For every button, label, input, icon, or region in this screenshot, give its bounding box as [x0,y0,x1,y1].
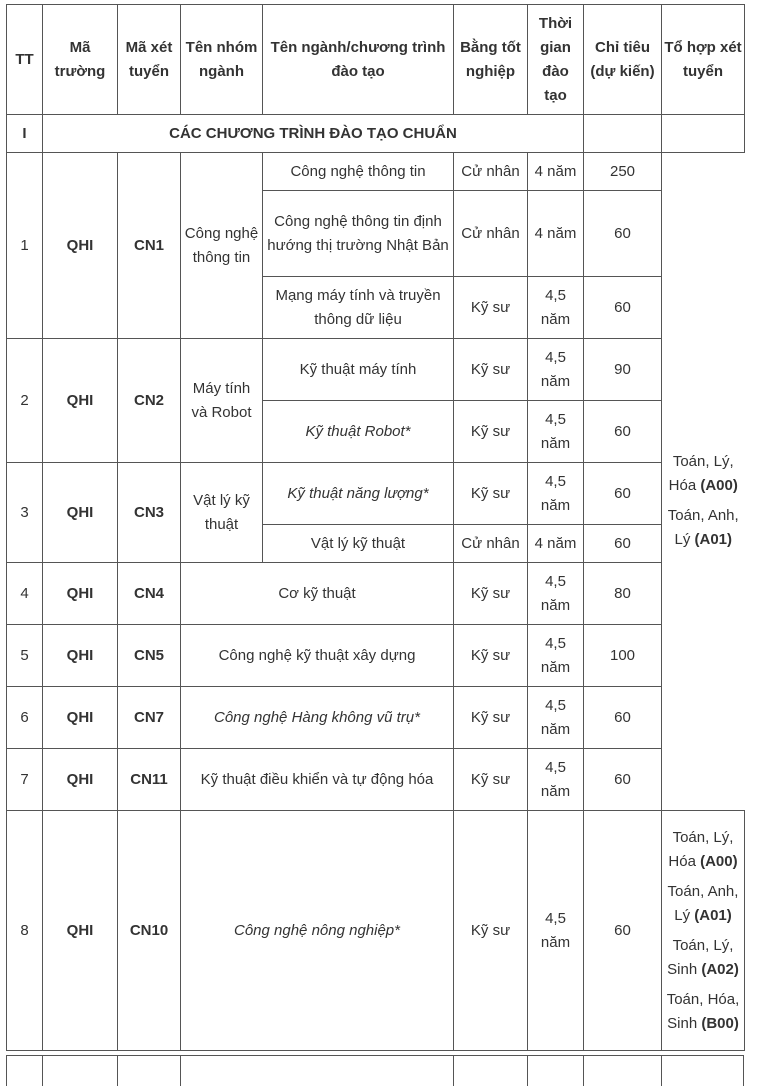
cell-program: Vật lý kỹ thuật [263,525,454,563]
cell-quota: 100 [584,625,662,687]
section-id: I [7,115,43,153]
table-row [7,625,745,687]
cell-degree: Kỹ sư [454,687,528,749]
cell-tt: 1 [7,153,43,339]
cell-quota: 60 [584,277,662,339]
header-tt: TT [7,5,43,115]
cell-group: Vật lý kỹ thuật [181,463,263,563]
cell-code: CN5 [118,625,181,687]
combo-subjects: Toán, Lý, Hóa [668,452,734,494]
cell-quota: 250 [584,153,662,191]
header-row [7,5,745,115]
cell-quota: 60 [584,525,662,563]
table-row [7,153,745,191]
cell-group: Công nghệ thông tin [181,153,263,339]
combo-subjects: Toán, Anh, Lý [667,506,739,548]
cell-tt: 5 [7,625,43,687]
combo-item [664,826,742,874]
cell-degree: Kỹ sư [454,339,528,401]
cell-degree: Kỹ sư [454,401,528,463]
table-row [7,563,745,625]
cell-quota: 60 [584,463,662,525]
table-row [7,749,745,811]
cell-tt: 8 [7,811,43,1051]
cell-group: Máy tính và Robot [181,339,263,463]
cell-quota: 90 [584,339,662,401]
cell-code: CN2 [118,339,181,463]
cell-program: Công nghệ nông nghiệp* [181,811,454,1051]
section-empty [584,115,662,153]
combo-item [664,504,743,552]
header-bang-tot-nghiep: Bằng tốt nghiệp [454,5,528,115]
header-thoi-gian: Thời gian đào tạo [528,5,584,115]
combo-subjects: Toán, Lý, Sinh [667,936,734,978]
cell-tt: 3 [7,463,43,563]
cell-duration: 4,5 năm [528,277,584,339]
cell-quota: 60 [584,687,662,749]
table-row [7,339,745,401]
cell-school: QHI [43,687,118,749]
combo-subjects: Toán, Lý, Hóa [668,828,734,870]
cell-tt: 7 [7,749,43,811]
cell-duration: 4 năm [528,525,584,563]
cell-duration: 4,5 năm [528,625,584,687]
cell-duration: 4 năm [528,191,584,277]
cell-combos-group2 [662,811,745,1051]
cell-program: Kỹ thuật năng lượng* [263,463,454,525]
combo-empty [662,749,745,811]
table-row [7,463,745,525]
cell-tt: 4 [7,563,43,625]
cell-program: Công nghệ thông tin định hướng thị trường Nhật Bản [263,191,454,277]
cell-school: QHI [43,463,118,563]
combo-code: (A00) [700,476,738,494]
cell-duration: 4,5 năm [528,811,584,1051]
section-empty [662,115,745,153]
cell-degree: Kỹ sư [454,749,528,811]
cell-school: QHI [43,563,118,625]
cell-degree: Kỹ sư [454,563,528,625]
combo-subjects: Toán, Hóa, Sinh [666,990,740,1032]
section-title: CÁC CHƯƠNG TRÌNH ĐÀO TẠO CHUẨN [43,115,584,153]
header-to-hop: Tổ hợp xét tuyển [662,5,745,115]
cell-school: QHI [43,811,118,1051]
cell-duration: 4,5 năm [528,339,584,401]
cell-duration: 4,5 năm [528,687,584,749]
cell-degree: Cử nhân [454,153,528,191]
cell-degree: Cử nhân [454,525,528,563]
combo-code: (B00) [701,1014,739,1032]
cell-duration: 4 năm [528,153,584,191]
cell-school: QHI [43,749,118,811]
cell-program: Mạng máy tính và truyền thông dữ liệu [263,277,454,339]
combo-item [664,988,742,1036]
combo-code: (A01) [694,530,733,548]
table-row [7,687,745,749]
cell-tt: 2 [7,339,43,463]
combo-code: (A00) [700,852,738,870]
cell-quota: 80 [584,563,662,625]
cell-code: CN7 [118,687,181,749]
cell-program: Công nghệ thông tin [263,153,454,191]
combo-code: (A01) [694,906,732,924]
header-ten-nganh: Tên ngành/chương trình đào tạo [263,5,454,115]
cell-program: Công nghệ kỹ thuật xây dựng [181,625,454,687]
cell-program: Kỹ thuật máy tính [263,339,454,401]
combo-item [664,450,743,498]
cell-degree: Kỹ sư [454,463,528,525]
cell-quota: 60 [584,749,662,811]
cell-duration: 4,5 năm [528,749,584,811]
cell-duration: 4,5 năm [528,563,584,625]
cell-code: CN11 [118,749,181,811]
cell-program: Kỹ thuật điều khiển và tự động hóa [181,749,454,811]
table-row [7,811,745,1051]
header-chi-tieu: Chỉ tiêu (dự kiến) [584,5,662,115]
section-row [7,115,745,153]
combo-subjects: Toán, Anh, Lý [667,882,739,924]
cell-degree: Kỹ sư [454,625,528,687]
cell-code: CN3 [118,463,181,563]
cell-duration: 4,5 năm [528,463,584,525]
combo-item [664,934,742,982]
header-ten-nhom-nganh: Tên nhóm ngành [181,5,263,115]
cell-duration: 4,5 năm [528,401,584,463]
admission-table [6,4,745,1051]
cell-quota: 60 [584,401,662,463]
cell-code: CN10 [118,811,181,1051]
cell-quota: 60 [584,811,662,1051]
combo-item [664,880,742,928]
header-ma-truong: Mã trường [43,5,118,115]
cell-program: Công nghệ Hàng không vũ trụ* [181,687,454,749]
cell-code: CN1 [118,153,181,339]
cell-degree: Cử nhân [454,191,528,277]
combo-code: (A02) [701,960,739,978]
cell-school: QHI [43,153,118,339]
cell-program: Kỹ thuật Robot* [263,401,454,463]
cell-degree: Kỹ sư [454,811,528,1051]
cell-tt: 6 [7,687,43,749]
cell-combos-group1 [662,153,745,749]
cell-degree: Kỹ sư [454,277,528,339]
cell-program: Cơ kỹ thuật [181,563,454,625]
cell-school: QHI [43,625,118,687]
cell-code: CN4 [118,563,181,625]
header-ma-xet-tuyen: Mã xét tuyển [118,5,181,115]
table-continuation [6,1055,744,1086]
cell-quota: 60 [584,191,662,277]
cell-school: QHI [43,339,118,463]
